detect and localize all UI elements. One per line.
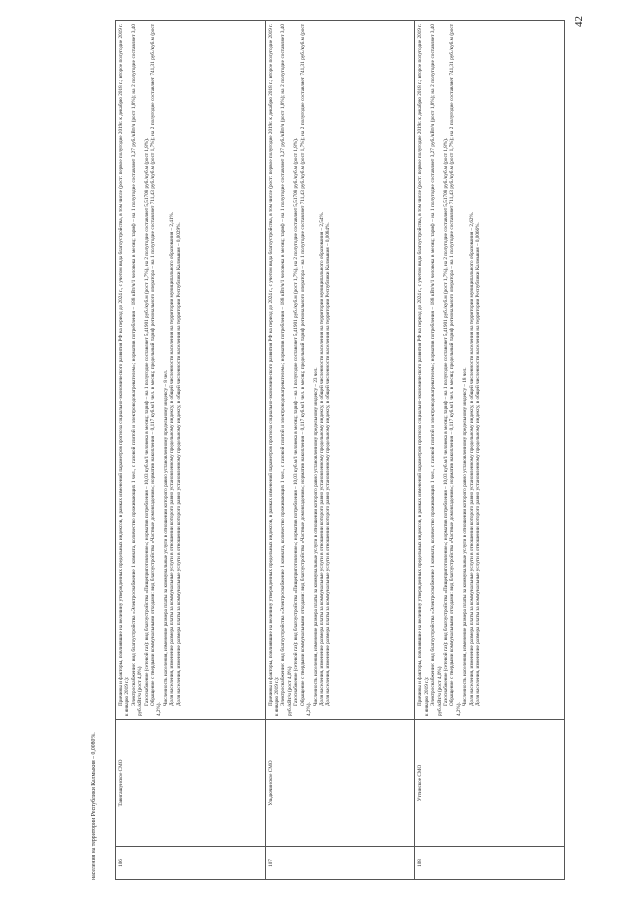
paragraph: Обращение с твердыми коммунальными отходами: вид благоустройства «Частные домовладения»; норматив накопления – 0,117 куб.м/1 чел. в месяц; предельный тариф регионального оператора – на 1 полугодие составляет 711,43 руб./куб.м (рост 1,7%); на 2 полугодие составляет 741,31 руб./куб.м (рост 4,2%). <box>299 24 313 716</box>
row-number: 106 <box>116 847 266 880</box>
paragraph: Причины и факторы, повлиявшие на величину утвержденных предельных индексов, в рамках изменений параметров прогноза социально-экономического развития РФ на период до 2024 г., с учетом вида благоустройства, в том числе (рост: первое полугодие 2019г. к декабрю 2018 г.; второе полугодие 2019 г. к январю 2019 г.): <box>267 24 281 716</box>
table-row <box>116 21 266 880</box>
paragraph: Причины и факторы, повлиявшие на величину утвержденных предельных индексов, в рамках изменений параметров прогноза социально-экономического развития РФ на период до 2024 г., с учетом вида благоустройства, в том числе (рост: первое полугодие 2019г. к декабрю 2018 г.; второе полугодие 2019 г. к январю 2019 г.): <box>417 24 430 716</box>
table-row <box>415 21 565 880</box>
paragraph: Доля населения, изменение размера платы за коммунальные услуги в отношении которого равно установленному предельному индексу, в общей численности населения на территории муниципального образования – 2,62%. <box>468 211 475 706</box>
municipality-name: Ульдючинское СМО <box>265 720 415 847</box>
table-row <box>265 21 415 880</box>
municipality-name: Тавнгашунское СМО <box>116 720 266 847</box>
row-number: 107 <box>265 847 415 880</box>
continuation-text: населения на территории Республики Калмыкия – 0,0080%. <box>91 732 97 880</box>
paragraph: Обращение с твердыми коммунальными отходами: вид благоустройства «Частные домовладения»; норматив накопления – 0,117 куб.м/1 чел. в месяц; предельный тариф регионального оператора – на 1 полугодие составляет 711,43 руб./куб.м (рост 1,7%); на 2 полугодие составляет 741,31 руб./куб.м (рост 4,2%). <box>449 24 462 716</box>
paragraph: Доля населения, изменение размера платы за коммунальные услуги в отношении которого равно установленному предельному индексу, в общей численности населения на территории Республики Калмыкия – 0,0066%. <box>474 222 481 706</box>
paragraph: Численность населения, изменение размера платы за коммунальные услуги в отношении которого равно установленному предельному индексу – 23 чел. <box>312 367 319 706</box>
page-number: 42 <box>573 16 585 27</box>
paragraph: Электроснабжение: вид благоустройства «Электроснабжение 1 комната, количество проживающих 1 чел., с газовой плитой и электроводонагревателем»; норматив потребления – 188 кВт/ч/1 человека в месяц; тариф – на 1 полугодие составляет 3,27 руб./кВт/ч (рост 1,8%); на 2 полугодие составляет 3,40 руб./кВт/ч (рост 4,0%) <box>130 24 144 716</box>
paragraph: Доля населения, изменение размера платы за коммунальные услуги в отношении которого равно установленному предельному индексу, в общей численности населения на территории Республики Калмыкия – 0,0084%. <box>325 222 332 706</box>
paragraph: Газоснабжение (сетевой газ): вид благоустройства «Пищеприготовление»; норматив потребления – 10,03 куб.м/1 человека в месяц; тариф – на 1 полугодие составляет 5,41901 руб./куб.м (рост 1,7%), на 2 полугодие составляет 5,51708 руб./куб.м (рост 1,8%). <box>143 137 150 706</box>
paragraph: Численность населения, изменение размера платы за коммунальные услуги в отношении которого равно установленному предельному индексу – 8 чел. <box>162 369 169 706</box>
paragraph: Электроснабжение: вид благоустройства «Электроснабжение 1 комната, количество проживающих 1 чел., с газовой плитой и электроводонагревателем»; норматив потребления – 188 кВт/ч/1 человека в месяц; тариф – на 1 полугодие составляет 3,27 руб./кВт/ч (рост 1,8%); на 2 полугодие составляет 3,40 руб./кВт/ч (рост 4,0%) <box>430 24 443 716</box>
paragraph: Доля населения, изменение размера платы за коммунальные услуги в отношении которого равно установленному предельному индексу, в общей численности населения на территории муниципального образования – 2,41%. <box>169 211 176 706</box>
municipality-name: Уттинское СМО <box>415 720 565 847</box>
paragraph: Доля населения, изменение размера платы за коммунальные услуги в отношении которого равно установленному предельному индексу, в общей численности населения на территории муниципального образования – 2,54%. <box>318 211 325 706</box>
paragraph: Доля населения, изменение размера платы за коммунальные услуги в отношении которого равно установленному предельному индексу, в общей численности населения на территории Республики Калмыкия – 0,0029%. <box>175 222 182 706</box>
row-number: 108 <box>415 847 565 880</box>
municipal-table <box>115 20 565 880</box>
paragraph: Обращение с твердыми коммунальными отходами: вид благоустройства «Частные домовладения»; норматив накопления – 0,117 куб.м/1 чел. в месяц; предельный тариф регионального оператора – на 1 полугодие составляет 711,43 руб./куб.м (рост 1,7%); на 2 полугодие составляет 741,31 руб./куб.м (рост 4,2%). <box>150 24 163 716</box>
paragraph: Причины и факторы, повлиявшие на величину утвержденных предельных индексов, в рамках изменений параметров прогноза социально-экономического развития РФ на период до 2024 г., с учетом вида благоустройства, в том числе (рост: первое полугодие 2019г. к декабрю 2018 г.; второе полугодие 2019 г. к январю 2019 г.): <box>118 24 131 716</box>
paragraph: Электроснабжение: вид благоустройства «Электроснабжение 1 комната, количество проживающих 1 чел., с газовой плитой и электроводонагревателем»; норматив потребления – 188 кВт/ч/1 человека в месяц; тариф – на 1 полугодие составляет 3,27 руб./кВт/ч (рост 1,8%); на 2 полугодие составляет 3,40 руб./кВт/ч (рост 4,0%) <box>280 24 293 716</box>
paragraph: Газоснабжение (сетевой газ): вид благоустройства «Пищеприготовление»; норматив потребления – 10,03 куб.м/1 человека в месяц; тариф – на 1 полугодие составляет 5,41901 руб./куб.м (рост 1,7%), на 2 полугодие составляет 5,51708 руб./куб.м (рост 1,8%). <box>293 137 300 706</box>
row-description <box>116 21 266 720</box>
row-description <box>265 21 415 720</box>
paragraph: Численность населения, изменение размера платы за коммунальные услуги в отношении которого равно установленному предельному индексу – 18 чел. <box>462 367 469 706</box>
paragraph: Газоснабжение (сетевой газ): вид благоустройства «Пищеприготовление»; норматив потребления – 10,03 куб.м/1 человека в месяц; тариф – на 1 полугодие составляет 5,41901 руб./куб.м (рост 1,7%), на 2 полугодие составляет 5,51708 руб./куб.м (рост 1,8%). <box>442 137 449 706</box>
row-description <box>415 21 565 720</box>
